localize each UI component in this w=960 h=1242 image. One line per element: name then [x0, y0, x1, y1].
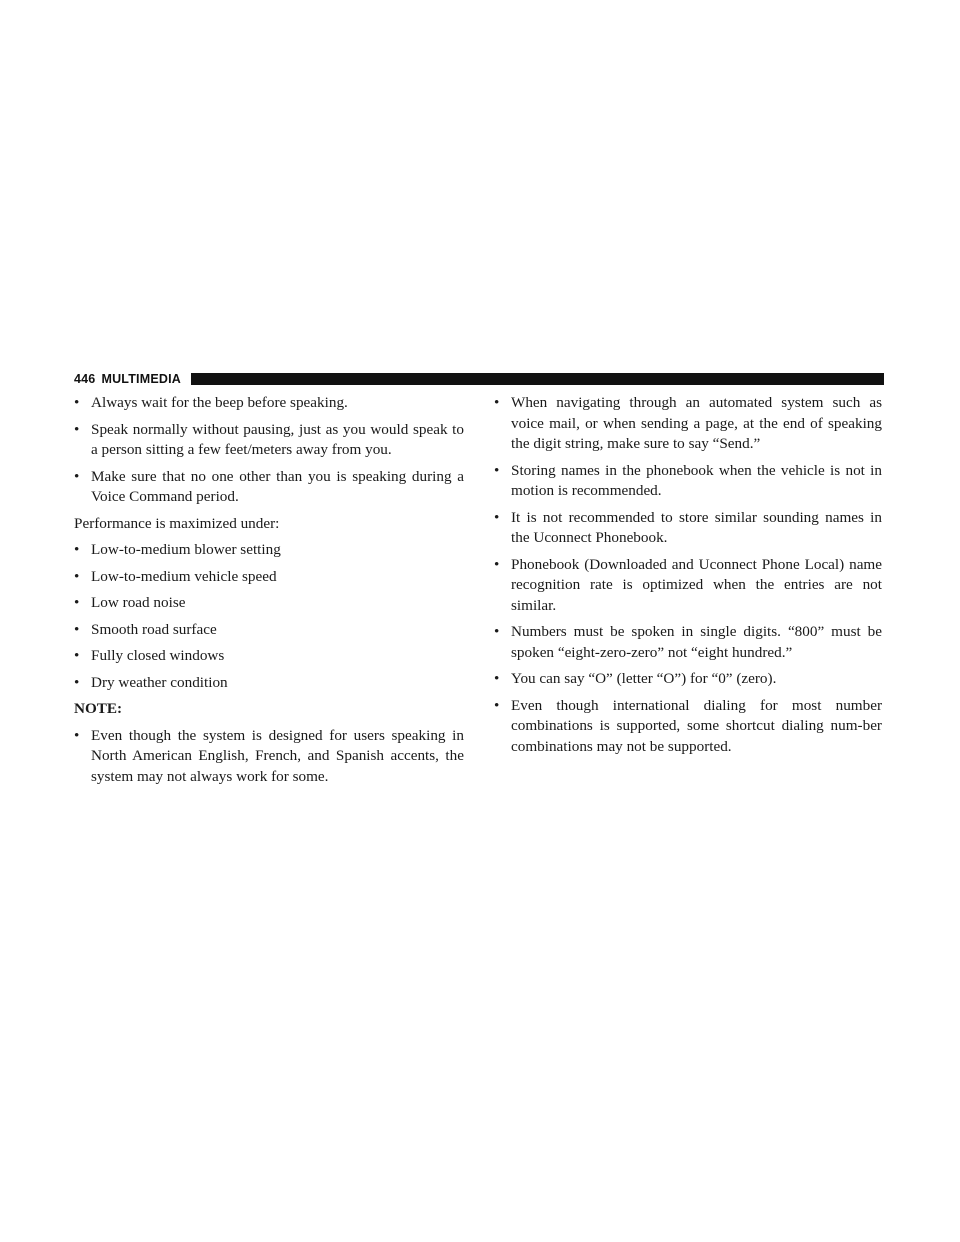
- list-item: • Numbers must be spoken in single digits. “800” must be spoken “eight-zero-zero” not “eight hundred.”: [494, 623, 882, 661]
- bullet-icon: •: [74, 567, 80, 585]
- list-item: • Phonebook (Downloaded and Uconnect Phone Local) name recognition rate is optimized when the entries are not similar.: [494, 555, 882, 614]
- bullet-icon: •: [494, 508, 500, 526]
- bullet-icon: •: [74, 673, 80, 691]
- list-item: • Always wait for the beep before speaking.: [74, 393, 464, 414]
- list-item: • Storing names in the phonebook when the vehicle is not in motion is recommended.: [494, 461, 882, 499]
- bullet-icon: •: [494, 623, 500, 640]
- list-item: • Low-to-medium blower setting: [74, 540, 464, 561]
- list-item: • Even though the system is designed for users speaking in North American English, French, and Spanish accents, the system may not always work for some.: [74, 726, 464, 785]
- list-item: • You can say “O” (letter “O”) for “0” (zero).: [494, 669, 882, 690]
- bullet-icon: •: [74, 467, 80, 485]
- page-header: [74, 372, 884, 386]
- bullet-icon: •: [74, 620, 80, 638]
- list-item: • Low-to-medium vehicle speed: [74, 567, 464, 588]
- bullet-icon: •: [494, 394, 500, 411]
- section-title: MULTIMEDIA: [101, 372, 182, 386]
- bullet-icon: •: [74, 647, 80, 664]
- right-column: [494, 393, 882, 763]
- bullet-icon: •: [494, 555, 500, 573]
- bullet-icon: •: [74, 541, 80, 558]
- bullet-icon: •: [494, 670, 500, 687]
- performance-intro: Performance is maximized under:: [74, 514, 280, 532]
- list-item: • Dry weather condition: [74, 673, 464, 694]
- list-item: • When navigating through an automated system such as voice mail, or when sending a page, at the end of speaking the digit string, make sure to say “Send.”: [494, 394, 882, 452]
- list-item: • Speak normally without pausing, just as you would speak to a person sitting a few feet/meters away from you.: [74, 420, 464, 458]
- list-item: • Fully closed windows: [74, 646, 464, 667]
- bullet-icon: •: [74, 420, 80, 438]
- bullet-icon: •: [74, 726, 80, 744]
- page-number: 446: [74, 372, 96, 386]
- list-item: • Low road noise: [74, 593, 464, 614]
- bullet-icon: •: [494, 461, 500, 479]
- list-item: • Even though international dialing for most number combinations is supported, some shortcut dialing num-ber combinations may not be supported.: [494, 696, 882, 755]
- list-item: • Smooth road surface: [74, 620, 464, 641]
- left-column: [74, 393, 464, 793]
- note-label: NOTE:: [74, 700, 123, 717]
- bullet-icon: •: [74, 394, 80, 411]
- header-rule: [191, 373, 884, 385]
- bullet-icon: •: [494, 696, 500, 714]
- list-item: • Make sure that no one other than you is speaking during a Voice Command period.: [74, 467, 464, 505]
- bullet-icon: •: [74, 594, 80, 611]
- list-item: • It is not recommended to store similar sounding names in the Uconnect Phonebook.: [494, 508, 882, 546]
